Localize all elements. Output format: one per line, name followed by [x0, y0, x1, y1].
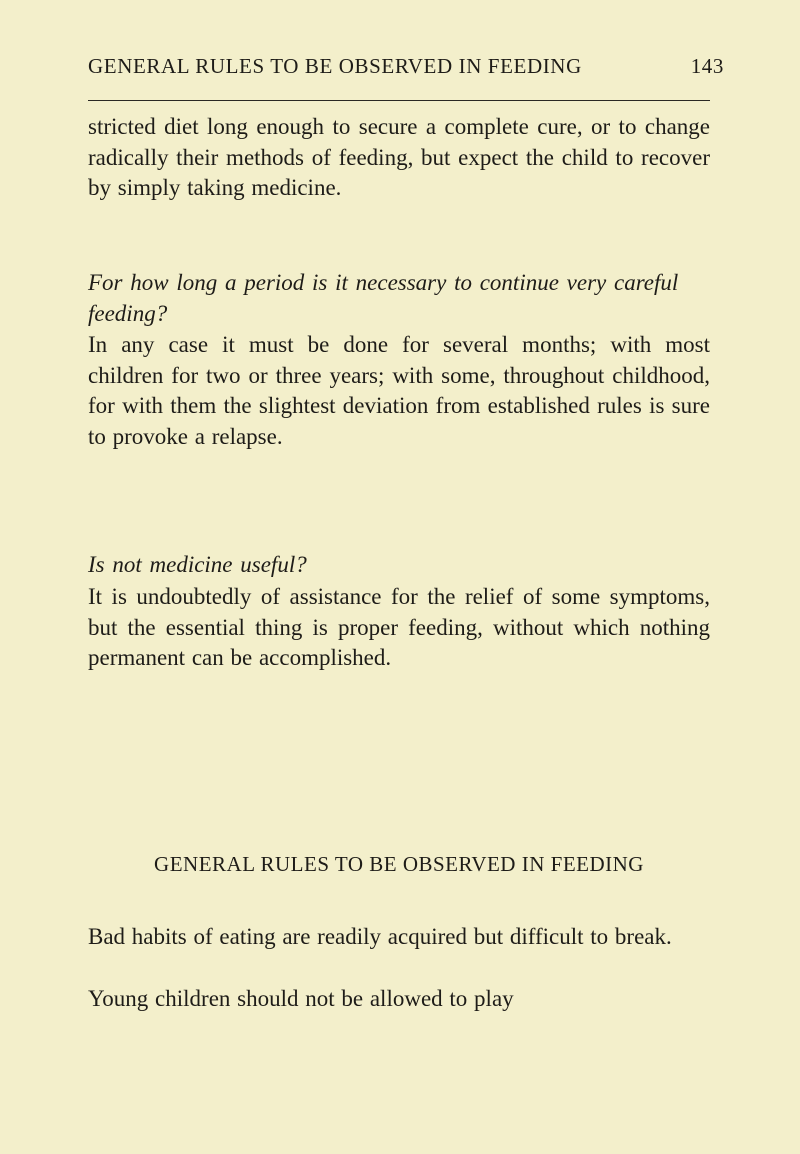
continuation-paragraph: stricted diet long enough to secure a complete cure, or to change radically their methods of feeding, but expect the child to recover by simply taking medicine. [88, 114, 710, 200]
header-rule [88, 100, 710, 101]
running-head [88, 54, 724, 82]
page-number: 143 [690, 54, 724, 78]
answer-continue-feeding: In any case it must be done for several months; with most children for two or three years; with some, throughout childhood, for with them the slightest deviation from established rules is sure to provoke a relapse. [88, 332, 710, 449]
running-head-title: GENERAL RULES TO BE OBSERVED IN FEEDING [88, 54, 582, 78]
question-continue-feeding: For how long a period is it necessary to continue very careful feeding? [88, 270, 679, 326]
rule-bad-habits: Bad habits of eating are readily acquired but difficult to break. [88, 924, 672, 949]
section-heading: GENERAL RULES TO BE OBSERVED IN FEEDING [154, 852, 644, 876]
question-medicine: Is not medicine useful? [88, 552, 307, 577]
rule-young-children: Young children should not be allowed to play [88, 986, 514, 1011]
answer-medicine: It is undoubtedly of assistance for the relief of some symptoms, but the essential thing is proper feeding, without which nothing permanent can be accomplished. [88, 584, 710, 670]
